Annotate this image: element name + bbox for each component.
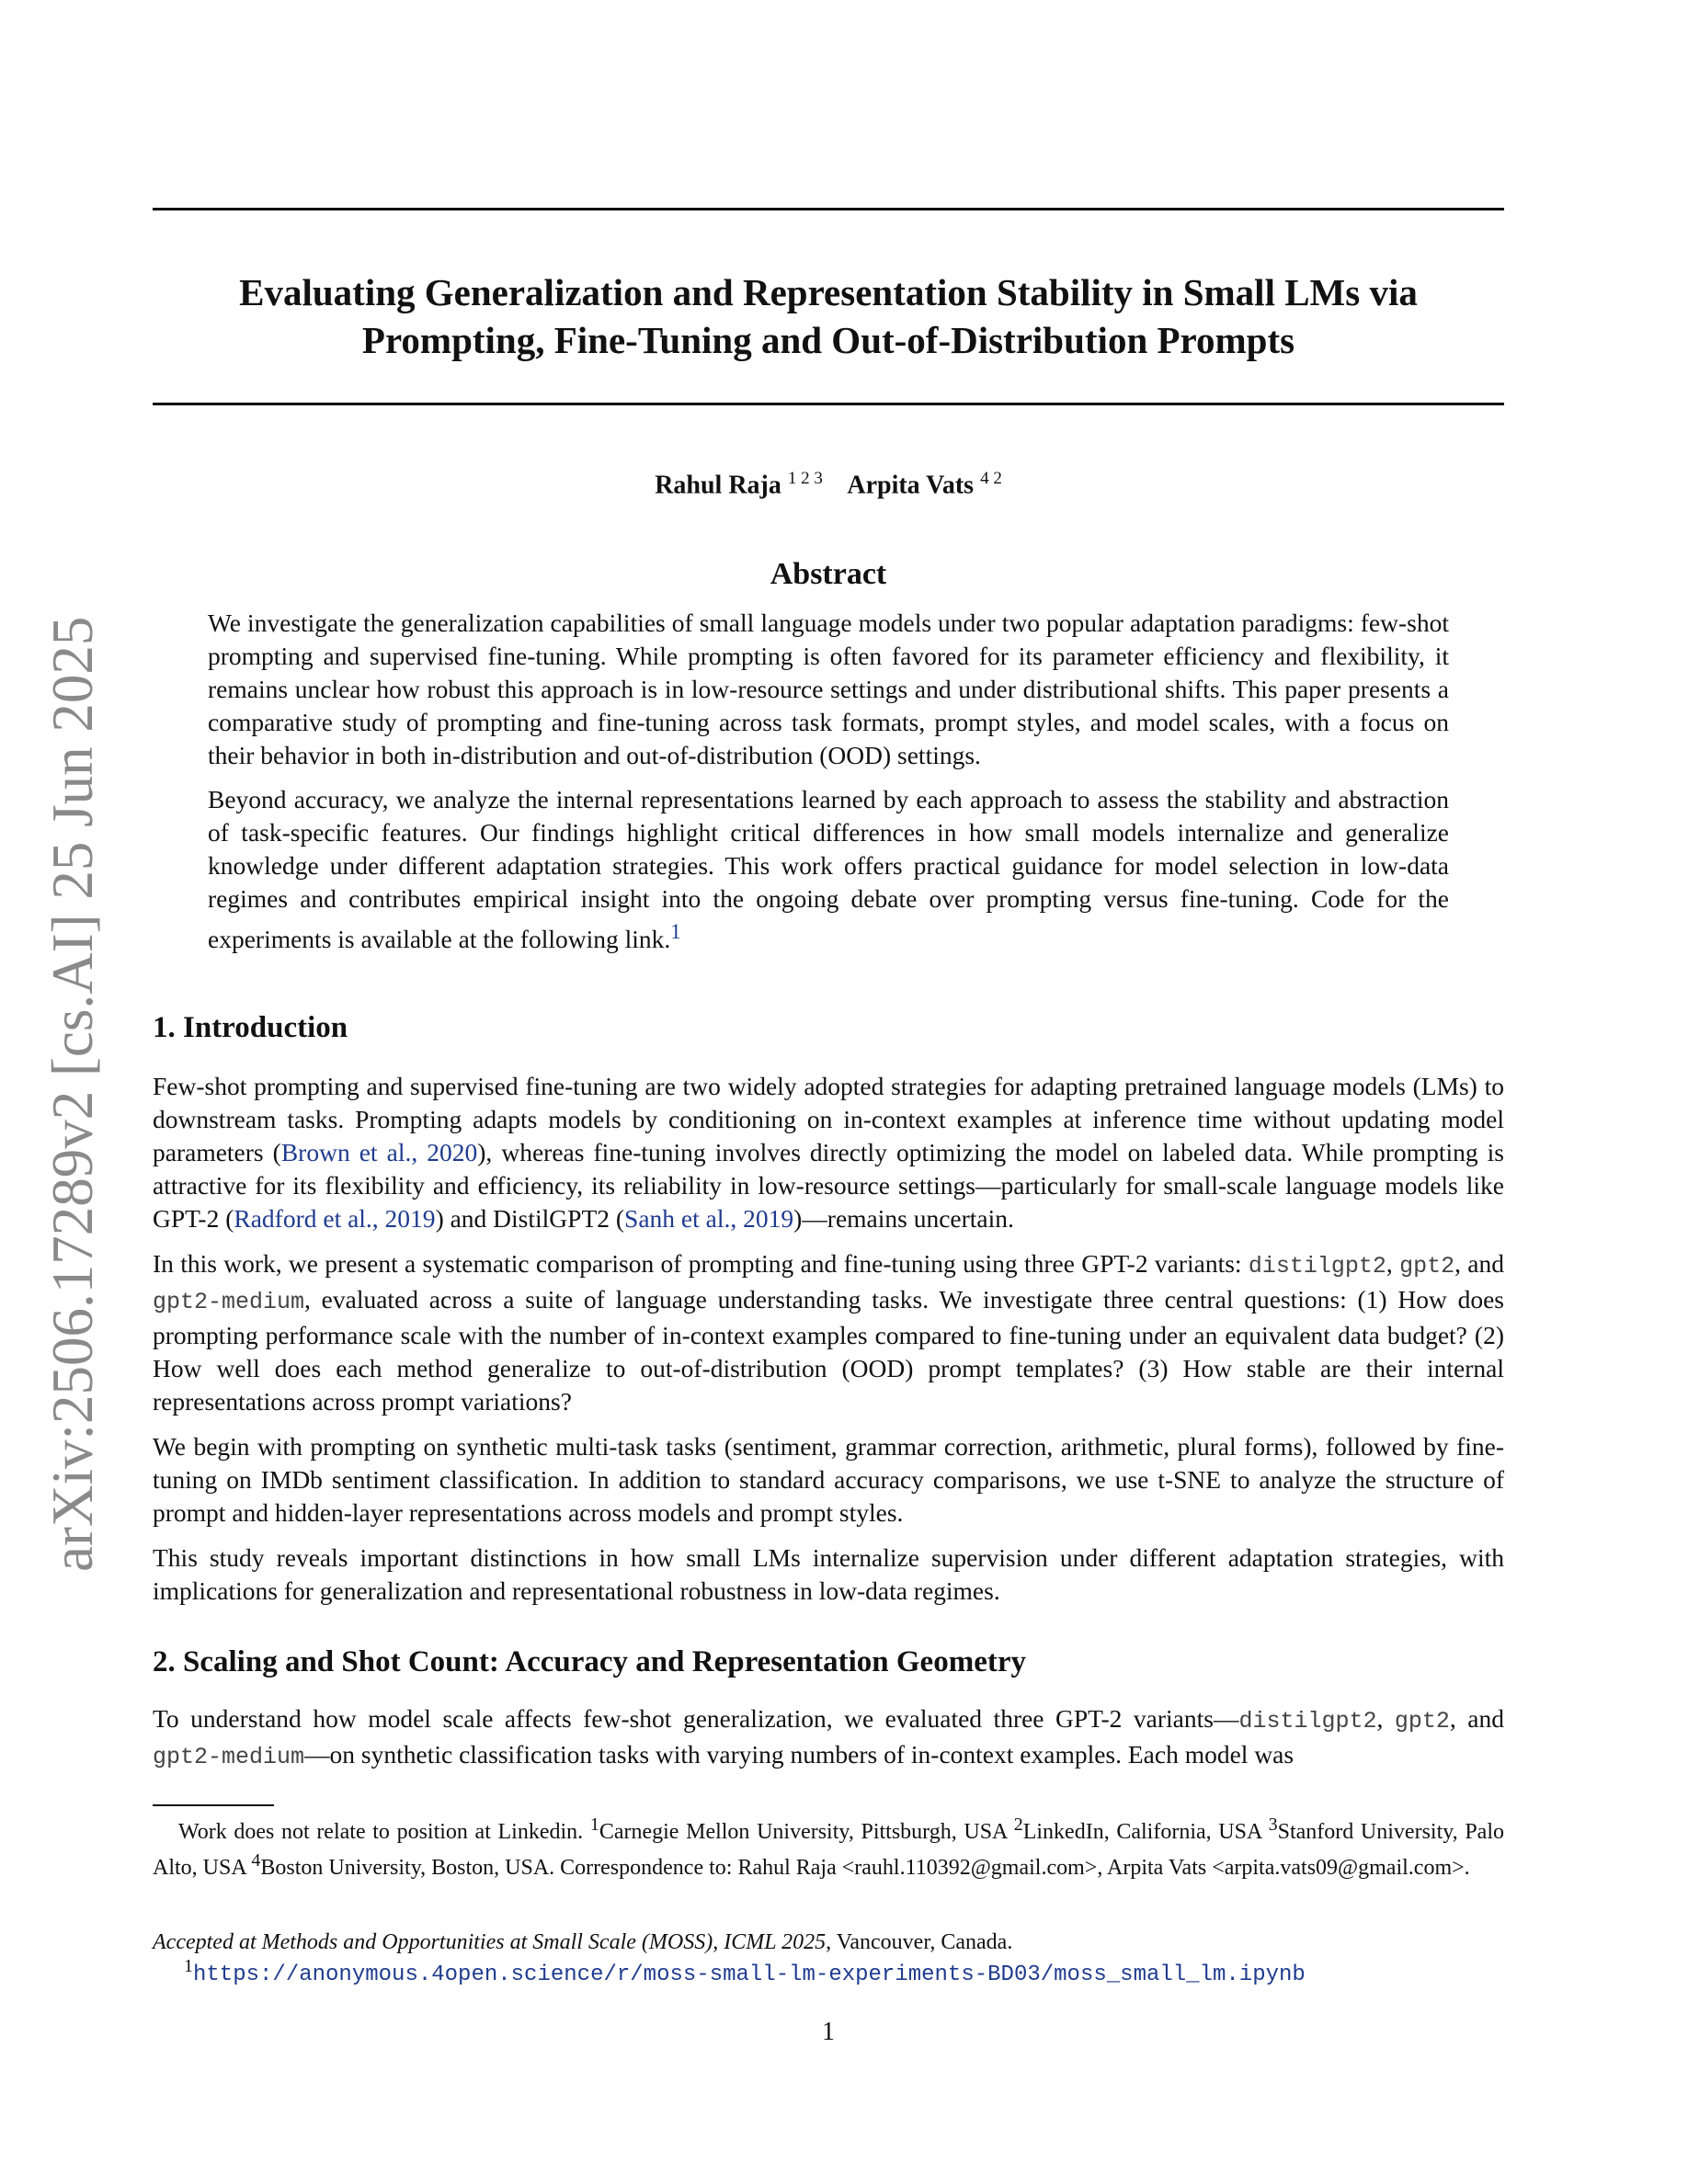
footnote-rule [153,1804,274,1806]
section2-body [153,1702,1504,1786]
citation-link[interactable]: Radford et al., 2019 [234,1204,436,1233]
title-top-rule [153,208,1504,210]
body-text: We begin with prompting on synthetic multi-task tasks (sentiment, grammar correction, arithmetic, plural forms), followed by fine-tuning on IMDb sentiment classification. In addition to standard accuracy comparisons, we use t-SNE to analyze the structure of prompt and hidden-layer representations across models and prompt styles. [153,1432,1504,1527]
author-name: Arpita Vats [847,471,975,500]
affiliation-mark: 3 [1268,1814,1278,1835]
abstract-body [208,607,1449,967]
body-text: , evaluated across a suite of language understanding tasks. We investigate three central questions: (1) How does prompting performance scale with the number of in-context examples compared to fine-tuning under an equivalent data budget? (2) How well does each method generalize to out-of-distribution (OOD) prompt templates? (3) How stable are their internal representations across prompt variations? [153,1285,1504,1416]
footnote-text: Stanford University, Palo Alto, USA [153,1820,1504,1880]
section-heading-scaling: 2. Scaling and Shot Count: Accuracy and Representation Geometry [153,1645,1026,1678]
page-number: 1 [822,2018,835,2046]
affiliation-footnote [153,1811,1504,1883]
body-paragraph [153,1541,1504,1608]
affiliation-mark: 2 [1013,1814,1023,1835]
body-text: ) and DistilGPT2 ( [435,1204,625,1233]
title-line-1: Evaluating Generalization and Representation Stability in Small LMs via [239,271,1418,313]
footnote-mark: 1 [184,1956,193,1976]
model-name-code: gpt2 [1399,1253,1455,1280]
body-text: )—remains uncertain. [793,1204,1014,1233]
body-paragraph [153,1247,1504,1418]
venue-name: Accepted at Methods and Opportunities at Small Scale (MOSS), ICML 2025 [153,1930,827,1954]
abstract-paragraph [208,607,1449,772]
citation-link[interactable]: Brown et al., 2020 [280,1138,478,1166]
body-text: This study reveals important distinctions in how small LMs internalize supervision under different adaptation strategies, with implications for generalization and representational robustness in low-data regimes. [153,1543,1504,1605]
paper-title [153,268,1504,364]
footnote-text: Carnegie Mellon University, Pittsburgh, USA [599,1820,1014,1844]
section-heading-introduction: 1. Introduction [153,1011,348,1044]
body-text: , [1376,1704,1395,1733]
body-paragraph [153,1070,1504,1235]
introduction-body [153,1070,1504,1620]
body-text: , [1386,1249,1400,1278]
model-name-code: distilgpt2 [1238,1708,1377,1735]
abstract-paragraph [208,783,1449,956]
abstract-text: Beyond accuracy, we analyze the internal representations learned by each approach to assess the stability and abstraction of task-specific features. Our findings highlight critical differences in how small models internalize and generalize knowledge under different adaptation strategies. This work offers practical guidance for model selection in low-data regimes and contributes empirical insight into the ongoing debate over prompting versus fine-tuning. Code for the experiments is available at the following link. [208,785,1449,954]
title-line-2: Prompting, Fine-Tuning and Out-of-Distribution Prompts [361,319,1295,361]
body-text: In this work, we present a systematic comparison of prompting and fine-tuning using three GPT-2 variants: [153,1249,1249,1278]
model-name-code: gpt2-medium [153,1289,305,1315]
affiliation-text [153,1811,1504,1883]
body-text: Few-shot prompting and supervised fine-tuning are two widely adopted strategies for adapting pretrained language models (LMs) to downstream tasks. Prompting adapts models by conditioning on in-context examples at inference time without updating model parameters ( [153,1072,1504,1166]
footnote-link-mark[interactable]: 1 [670,920,681,943]
author-affiliation-marks: 1 2 3 [787,469,823,488]
body-text: ), whereas fine-tuning involves directly optimizing the model on labeled data. While prompting is attractive for its flexibility and efficiency, its reliability in low-resource settings—particularly for small-scale language models like GPT-2 ( [153,1138,1504,1233]
author-name: Rahul Raja [655,471,781,500]
body-text: , and [1449,1704,1504,1733]
code-repository-link[interactable]: https://anonymous.4open.science/r/moss-small-lm-experiments-BD03/moss_small_lm.ipynb [193,1962,1306,1987]
venue-note [153,1930,1012,1955]
code-link-footnote [184,1956,1306,1987]
footnote-text: Boston University, Boston, USA. Correspondence to: Rahul Raja <rauhl.110392@gmail.com>, Arpita Vats <arpita.vats09@gmail.com>. [260,1856,1470,1880]
title-bottom-rule [153,403,1504,405]
body-paragraph [153,1430,1504,1530]
footnote-text: Work does not relate to position at Linkedin. [178,1820,590,1844]
body-text: —on synthetic classification tasks with varying numbers of in-context examples. Each model was [304,1740,1295,1769]
body-paragraph [153,1702,1504,1774]
arxiv-sidebar-stamp: arXiv:2506.17289v2 [cs.AI] 25 Jun 2025 [40,616,105,1572]
model-name-code: distilgpt2 [1248,1253,1386,1280]
body-text: , and [1454,1249,1504,1278]
abstract-text: We investigate the generalization capabilities of small language models under two popular adaptation paradigms: few-shot prompting and supervised fine-tuning. While prompting is often favored for its parameter efficiency and flexibility, it remains unclear how robust this approach is in low-resource settings and under distributional shifts. This paper presents a comparative study of prompting and fine-tuning across task formats, prompt styles, and model scales, with a focus on their behavior in both in-distribution and out-of-distribution (OOD) settings. [208,609,1449,769]
model-name-code: gpt2-medium [153,1744,305,1770]
citation-link[interactable]: Sanh et al., 2019 [624,1204,794,1233]
model-name-code: gpt2 [1394,1708,1450,1735]
author-list [153,469,1504,500]
author-affiliation-marks: 4 2 [980,469,1002,488]
abstract-heading: Abstract [770,557,887,591]
venue-location: , Vancouver, Canada. [826,1930,1013,1954]
body-text: To understand how model scale affects few-shot generalization, we evaluated three GPT-2 variants— [153,1704,1239,1733]
affiliation-mark: 1 [589,1814,599,1835]
footnote-text: LinkedIn, California, USA [1022,1820,1269,1844]
affiliation-mark: 4 [251,1850,261,1871]
